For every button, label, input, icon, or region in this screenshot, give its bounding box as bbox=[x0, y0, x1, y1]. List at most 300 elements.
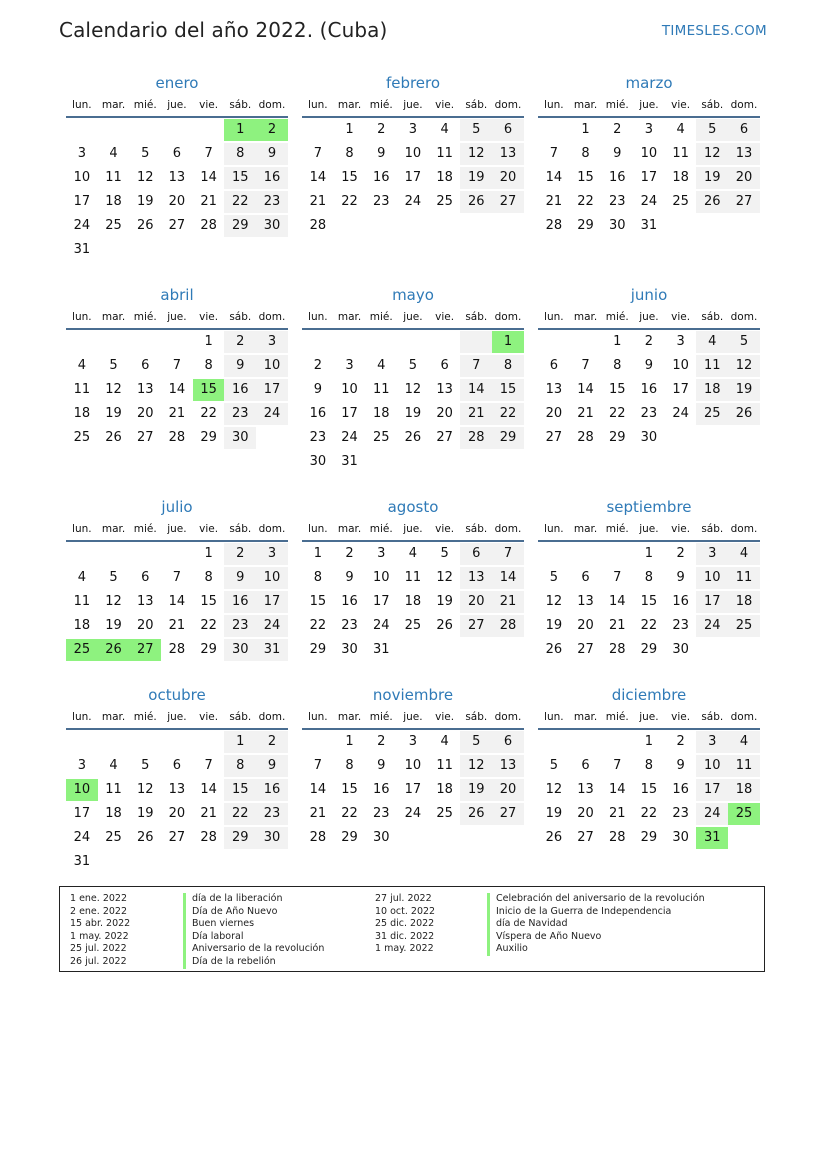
weekday-label: vie. bbox=[435, 523, 455, 535]
weekday-label: sáb. bbox=[701, 311, 724, 323]
day-cell: 13 bbox=[492, 755, 524, 777]
empty-cell bbox=[492, 639, 524, 661]
week-row bbox=[66, 330, 288, 354]
day-cell: 24 bbox=[696, 615, 728, 637]
day-cell: 13 bbox=[545, 382, 563, 397]
week-row bbox=[538, 330, 760, 354]
day-cell: 19 bbox=[696, 167, 728, 189]
week-row bbox=[302, 826, 524, 850]
week-row bbox=[66, 802, 288, 826]
weekday-label: mar. bbox=[101, 99, 126, 111]
day-cell: 25 bbox=[436, 806, 453, 821]
day-cell: 3 bbox=[696, 731, 728, 753]
week-row bbox=[66, 118, 288, 142]
legend-date: 31 dic. 2022 bbox=[375, 930, 435, 942]
day-cell: 2 bbox=[377, 734, 386, 749]
day-cell: 30 bbox=[672, 642, 689, 657]
brand-link[interactable]: TIMESLES.COM bbox=[661, 23, 767, 39]
day-cell: 27 bbox=[460, 615, 492, 637]
day-cell: 24 bbox=[73, 830, 91, 845]
day-cell: 11 bbox=[105, 782, 122, 797]
empty-cell bbox=[429, 639, 461, 661]
weekday-label: mié. bbox=[369, 523, 393, 535]
empty-cell bbox=[429, 331, 461, 353]
weekday-label: lun. bbox=[308, 311, 328, 323]
day-cell: 26 bbox=[105, 430, 122, 445]
week-row bbox=[66, 214, 288, 238]
legend-date: 27 jul. 2022 bbox=[375, 893, 432, 904]
month-enero bbox=[66, 72, 288, 264]
legend-date: 25 jul. 2022 bbox=[70, 943, 127, 955]
day-cell: 5 bbox=[460, 731, 492, 753]
week-row bbox=[302, 142, 524, 166]
empty-cell bbox=[728, 215, 760, 237]
day-cell: 25 bbox=[672, 194, 689, 209]
empty-cell bbox=[302, 331, 334, 353]
empty-cell bbox=[728, 639, 760, 661]
day-cell: 19 bbox=[460, 779, 492, 801]
weekday-label: dom. bbox=[730, 99, 758, 111]
weekday-label: jue. bbox=[403, 711, 423, 723]
day-cell: 18 bbox=[372, 406, 390, 421]
weekday-label: vie. bbox=[671, 311, 691, 323]
day-cell: 11 bbox=[404, 570, 422, 585]
day-cell: 2 bbox=[644, 334, 654, 349]
week-row bbox=[302, 590, 524, 614]
legend-name: Víspera de Año Nuevo bbox=[487, 931, 705, 944]
day-cell: 14 bbox=[608, 594, 626, 609]
empty-cell bbox=[302, 119, 334, 141]
weekday-label: dom. bbox=[730, 523, 758, 535]
day-cell: 11 bbox=[728, 567, 760, 589]
day-cell: 23 bbox=[309, 430, 327, 445]
empty-cell bbox=[98, 331, 130, 353]
day-cell: 27 bbox=[436, 430, 453, 445]
day-cell: 15 bbox=[309, 594, 327, 609]
weekday-label: mié. bbox=[133, 311, 157, 323]
week-row bbox=[66, 590, 288, 614]
day-cell: 5 bbox=[549, 570, 558, 585]
empty-cell bbox=[492, 827, 524, 849]
day-cell: 30 bbox=[256, 827, 288, 849]
day-cell: 17 bbox=[73, 806, 91, 821]
day-cell: 29 bbox=[608, 430, 626, 445]
weekday-label: mar. bbox=[337, 711, 362, 723]
weekday-label: jue. bbox=[403, 99, 423, 111]
week-row bbox=[66, 190, 288, 214]
day-cell: 2 bbox=[256, 731, 288, 753]
day-cell: 18 bbox=[672, 170, 689, 185]
day-cell: 28 bbox=[577, 430, 594, 445]
weekday-label: lun. bbox=[72, 523, 92, 535]
month-name: julio bbox=[161, 498, 193, 516]
month-mayo bbox=[302, 284, 524, 476]
day-cell: 21 bbox=[168, 618, 186, 633]
day-cell: 31 bbox=[73, 854, 91, 869]
day-cell: 28 bbox=[168, 430, 186, 445]
weekday-label: sáb. bbox=[229, 311, 252, 323]
day-cell: 14 bbox=[608, 782, 626, 797]
month-diciembre bbox=[538, 684, 760, 876]
day-cell: 13 bbox=[168, 170, 186, 185]
month-name: enero bbox=[155, 74, 199, 92]
day-cell: 4 bbox=[377, 358, 386, 373]
day-cell: 6 bbox=[581, 758, 590, 773]
day-cell: 19 bbox=[545, 806, 563, 821]
day-cell: 14 bbox=[200, 170, 217, 185]
day-cell: 20 bbox=[436, 406, 453, 421]
day-cell: 23 bbox=[372, 806, 390, 821]
month-name: diciembre bbox=[611, 686, 687, 704]
week-row bbox=[302, 214, 524, 238]
day-cell: 11 bbox=[436, 146, 453, 161]
day-cell: 19 bbox=[136, 194, 154, 209]
empty-cell bbox=[538, 543, 570, 565]
day-cell: 10 bbox=[256, 567, 288, 589]
day-cell: 22 bbox=[200, 406, 217, 421]
month-name: marzo bbox=[625, 74, 673, 92]
day-cell: 26 bbox=[404, 430, 422, 445]
week-row bbox=[302, 330, 524, 354]
day-cell: 18 bbox=[105, 806, 122, 821]
day-cell: 12 bbox=[136, 782, 154, 797]
day-cell: 14 bbox=[168, 382, 186, 397]
week-row bbox=[66, 238, 288, 262]
day-cell: 15 bbox=[492, 379, 524, 401]
week-row bbox=[66, 778, 288, 802]
day-cell: 24 bbox=[341, 430, 358, 445]
day-cell: 12 bbox=[545, 594, 563, 609]
month-name: septiembre bbox=[606, 498, 692, 516]
day-cell: 18 bbox=[728, 591, 760, 613]
day-cell: 8 bbox=[204, 358, 213, 373]
week-row bbox=[538, 778, 760, 802]
empty-cell bbox=[460, 331, 492, 353]
empty-cell bbox=[570, 543, 602, 565]
weekday-header bbox=[66, 306, 288, 330]
weekday-label: dom. bbox=[730, 711, 758, 723]
day-cell: 27 bbox=[129, 639, 161, 661]
day-cell: 20 bbox=[577, 806, 594, 821]
day-cell: 10 bbox=[696, 567, 728, 589]
day-cell: 17 bbox=[640, 170, 658, 185]
weekday-label: mié. bbox=[605, 523, 629, 535]
weekday-header bbox=[538, 518, 760, 542]
month-abril bbox=[66, 284, 288, 476]
day-cell: 11 bbox=[436, 758, 453, 773]
day-cell: 9 bbox=[377, 146, 386, 161]
empty-cell bbox=[665, 215, 697, 237]
day-cell: 9 bbox=[313, 382, 322, 397]
day-cell: 7 bbox=[613, 758, 622, 773]
day-cell: 8 bbox=[345, 758, 354, 773]
day-cell: 21 bbox=[492, 591, 524, 613]
empty-cell bbox=[66, 119, 98, 141]
day-cell: 26 bbox=[728, 403, 760, 425]
day-cell: 18 bbox=[404, 594, 422, 609]
day-cell: 4 bbox=[109, 146, 118, 161]
day-cell: 28 bbox=[309, 830, 327, 845]
day-cell: 1 bbox=[313, 546, 322, 561]
day-cell: 8 bbox=[581, 146, 590, 161]
day-cell: 14 bbox=[460, 379, 492, 401]
weekday-header bbox=[302, 94, 524, 118]
week-row bbox=[302, 730, 524, 754]
day-cell: 3 bbox=[256, 543, 288, 565]
empty-cell bbox=[161, 119, 193, 141]
day-cell: 2 bbox=[676, 734, 685, 749]
empty-cell bbox=[256, 851, 288, 873]
day-cell: 26 bbox=[460, 191, 492, 213]
weekday-label: dom. bbox=[258, 99, 286, 111]
day-cell: 9 bbox=[224, 355, 256, 377]
day-cell: 28 bbox=[608, 830, 626, 845]
weekday-label: mié. bbox=[133, 711, 157, 723]
day-cell: 9 bbox=[377, 758, 386, 773]
day-cell: 20 bbox=[168, 194, 186, 209]
week-row bbox=[66, 402, 288, 426]
day-cell: 6 bbox=[492, 119, 524, 141]
week-row bbox=[66, 542, 288, 566]
day-cell: 11 bbox=[105, 170, 122, 185]
day-cell: 7 bbox=[492, 543, 524, 565]
day-cell: 5 bbox=[141, 758, 150, 773]
week-row bbox=[302, 378, 524, 402]
day-cell: 14 bbox=[577, 382, 594, 397]
weekday-label: mar. bbox=[573, 311, 598, 323]
legend-date: 25 dic. 2022 bbox=[375, 918, 435, 930]
day-cell: 24 bbox=[372, 618, 390, 633]
day-cell: 23 bbox=[256, 803, 288, 825]
day-cell: 26 bbox=[136, 830, 154, 845]
day-cell: 30 bbox=[372, 830, 390, 845]
week-row bbox=[538, 590, 760, 614]
day-cell: 31 bbox=[696, 827, 728, 849]
day-cell: 30 bbox=[224, 427, 256, 449]
day-cell: 15 bbox=[640, 594, 658, 609]
week-row bbox=[538, 826, 760, 850]
day-cell: 17 bbox=[696, 591, 728, 613]
empty-cell bbox=[460, 215, 492, 237]
day-cell: 17 bbox=[672, 382, 689, 397]
weekday-label: sáb. bbox=[701, 99, 724, 111]
weekday-label: vie. bbox=[435, 99, 455, 111]
day-cell: 16 bbox=[256, 167, 288, 189]
day-cell: 13 bbox=[728, 143, 760, 165]
day-cell: 25 bbox=[105, 218, 122, 233]
day-cell: 8 bbox=[492, 355, 524, 377]
empty-cell bbox=[696, 215, 728, 237]
day-cell: 19 bbox=[728, 379, 760, 401]
day-cell: 21 bbox=[309, 806, 327, 821]
month-name: febrero bbox=[385, 74, 441, 92]
empty-cell bbox=[66, 331, 98, 353]
day-cell: 16 bbox=[372, 782, 390, 797]
day-cell: 4 bbox=[109, 758, 118, 773]
day-cell: 11 bbox=[728, 755, 760, 777]
day-cell: 10 bbox=[73, 170, 91, 185]
page-title: Calendario del año 2022. (Cuba) bbox=[59, 18, 388, 42]
weekday-label: lun. bbox=[72, 311, 92, 323]
day-cell: 27 bbox=[577, 642, 594, 657]
day-cell: 14 bbox=[168, 594, 186, 609]
day-cell: 8 bbox=[224, 143, 256, 165]
day-cell: 26 bbox=[545, 642, 563, 657]
day-cell: 21 bbox=[200, 194, 217, 209]
day-cell: 23 bbox=[672, 806, 689, 821]
day-cell: 20 bbox=[168, 806, 186, 821]
day-cell: 3 bbox=[696, 543, 728, 565]
day-cell: 9 bbox=[345, 570, 354, 585]
day-cell: 26 bbox=[696, 191, 728, 213]
weekday-label: jue. bbox=[167, 711, 187, 723]
day-cell: 18 bbox=[696, 379, 728, 401]
empty-cell bbox=[538, 119, 570, 141]
day-cell: 16 bbox=[309, 406, 327, 421]
legend-date: 15 abr. 2022 bbox=[70, 918, 131, 930]
day-cell: 1 bbox=[613, 334, 622, 349]
weekday-label: jue. bbox=[167, 523, 187, 535]
legend-date: 26 jul. 2022 bbox=[70, 955, 127, 967]
empty-cell bbox=[460, 451, 492, 473]
week-row bbox=[538, 354, 760, 378]
day-cell: 10 bbox=[256, 355, 288, 377]
day-cell: 6 bbox=[549, 358, 558, 373]
weekday-label: mar. bbox=[573, 523, 598, 535]
day-cell: 16 bbox=[372, 170, 390, 185]
week-row bbox=[66, 826, 288, 850]
day-cell: 16 bbox=[672, 782, 689, 797]
month-septiembre bbox=[538, 496, 760, 664]
empty-cell bbox=[397, 451, 429, 473]
day-cell: 29 bbox=[224, 827, 256, 849]
day-cell: 13 bbox=[492, 143, 524, 165]
weekday-header bbox=[302, 706, 524, 730]
month-octubre bbox=[66, 684, 288, 876]
day-cell: 17 bbox=[341, 406, 358, 421]
weekday-label: dom. bbox=[258, 711, 286, 723]
week-row bbox=[302, 614, 524, 638]
day-cell: 6 bbox=[440, 358, 449, 373]
day-cell: 7 bbox=[204, 758, 213, 773]
day-cell: 7 bbox=[581, 358, 590, 373]
day-cell: 24 bbox=[640, 194, 658, 209]
day-cell: 26 bbox=[460, 803, 492, 825]
day-cell: 2 bbox=[313, 358, 322, 373]
day-cell: 30 bbox=[309, 454, 327, 469]
day-cell: 31 bbox=[73, 242, 91, 257]
day-cell: 7 bbox=[313, 146, 322, 161]
day-cell: 21 bbox=[168, 406, 186, 421]
day-cell: 21 bbox=[200, 806, 217, 821]
week-row bbox=[538, 730, 760, 754]
day-cell: 4 bbox=[77, 570, 86, 585]
empty-cell bbox=[397, 215, 429, 237]
week-row bbox=[538, 638, 760, 662]
day-cell: 27 bbox=[136, 430, 154, 445]
day-cell: 1 bbox=[224, 731, 256, 753]
day-cell: 8 bbox=[644, 758, 654, 773]
weekday-label: vie. bbox=[671, 99, 691, 111]
weekday-label: mar. bbox=[337, 523, 362, 535]
empty-cell bbox=[334, 331, 366, 353]
month-julio bbox=[66, 496, 288, 664]
day-cell: 14 bbox=[309, 782, 327, 797]
weekday-label: jue. bbox=[639, 311, 659, 323]
day-cell: 25 bbox=[105, 830, 122, 845]
day-cell: 1 bbox=[644, 734, 654, 749]
day-cell: 4 bbox=[77, 358, 86, 373]
day-cell: 11 bbox=[73, 594, 91, 609]
weekday-label: vie. bbox=[199, 311, 219, 323]
day-cell: 23 bbox=[608, 194, 626, 209]
week-row bbox=[302, 402, 524, 426]
day-cell: 23 bbox=[640, 406, 658, 421]
weekday-header bbox=[302, 518, 524, 542]
day-cell: 13 bbox=[577, 594, 594, 609]
day-cell: 6 bbox=[728, 119, 760, 141]
day-cell: 27 bbox=[492, 803, 524, 825]
day-cell: 15 bbox=[608, 382, 626, 397]
legend-date: 2 ene. 2022 bbox=[70, 905, 127, 917]
day-cell: 22 bbox=[309, 618, 327, 633]
legend-name: Buen viernes bbox=[183, 918, 324, 931]
day-cell: 12 bbox=[728, 355, 760, 377]
empty-cell bbox=[538, 331, 570, 353]
empty-cell bbox=[601, 731, 633, 753]
day-cell: 14 bbox=[309, 170, 327, 185]
weekday-label: mar. bbox=[337, 311, 362, 323]
empty-cell bbox=[429, 451, 461, 473]
day-cell: 12 bbox=[460, 143, 492, 165]
day-cell: 3 bbox=[256, 331, 288, 353]
week-row bbox=[302, 166, 524, 190]
day-cell: 16 bbox=[224, 591, 256, 613]
weekday-header bbox=[538, 306, 760, 330]
day-cell: 7 bbox=[313, 758, 322, 773]
day-cell: 18 bbox=[73, 406, 91, 421]
week-row bbox=[302, 802, 524, 826]
day-cell: 5 bbox=[728, 331, 760, 353]
empty-cell bbox=[224, 239, 256, 261]
week-row bbox=[66, 754, 288, 778]
week-row bbox=[538, 142, 760, 166]
empty-cell bbox=[665, 427, 697, 449]
day-cell: 20 bbox=[136, 406, 154, 421]
day-cell: 3 bbox=[676, 334, 685, 349]
empty-cell bbox=[728, 827, 760, 849]
legend-name: Auxilio bbox=[487, 943, 705, 956]
day-cell: 19 bbox=[545, 618, 563, 633]
day-cell: 22 bbox=[341, 806, 358, 821]
legend-name: Aniversario de la revolución bbox=[183, 943, 324, 956]
day-cell: 16 bbox=[672, 594, 689, 609]
day-cell: 10 bbox=[66, 779, 98, 801]
week-row bbox=[302, 566, 524, 590]
day-cell: 16 bbox=[608, 170, 626, 185]
weekday-header bbox=[538, 94, 760, 118]
day-cell: 3 bbox=[644, 122, 654, 137]
day-cell: 24 bbox=[256, 615, 288, 637]
week-row bbox=[66, 142, 288, 166]
weekday-label: sáb. bbox=[465, 711, 488, 723]
month-junio bbox=[538, 284, 760, 476]
day-cell: 10 bbox=[372, 570, 390, 585]
legend-name: Día laboral bbox=[183, 931, 324, 944]
day-cell: 8 bbox=[313, 570, 322, 585]
day-cell: 19 bbox=[105, 618, 122, 633]
weekday-header bbox=[66, 518, 288, 542]
